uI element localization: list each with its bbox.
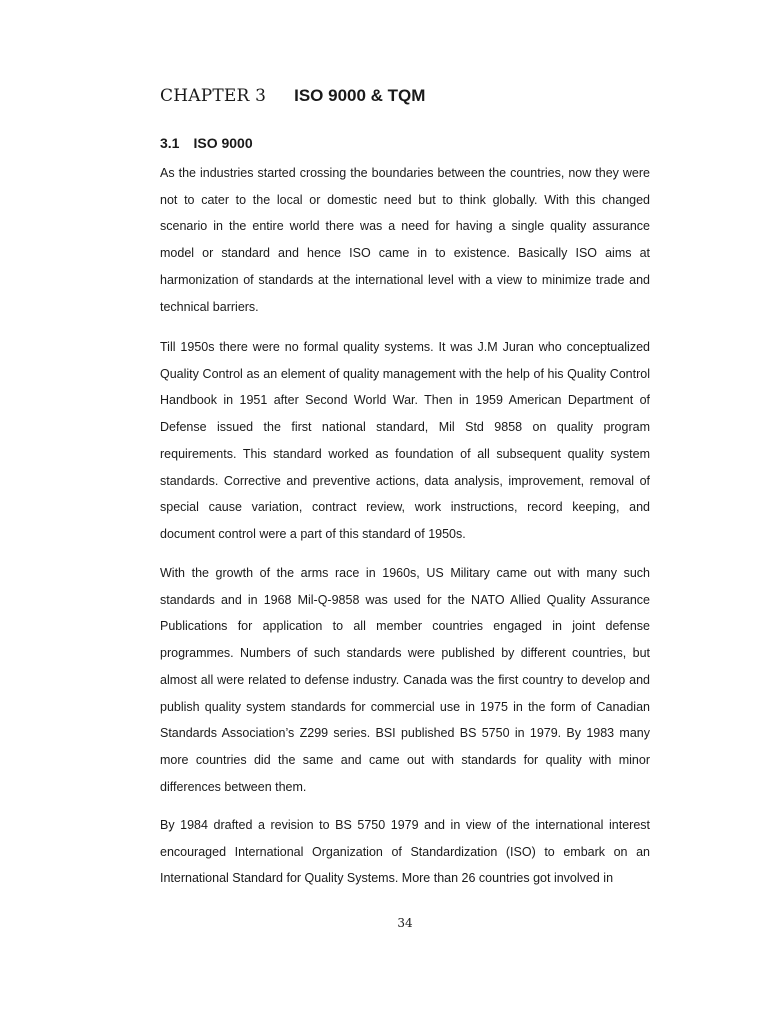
section-heading [160,135,650,151]
page-number: 34 [397,916,413,930]
body-paragraph: Till 1950s there were no formal quality systems. It was J.M Juran who conceptualized Quality Control as an element of quality management with the help of his Quality Control Handbook in 1951 after Second World War. Then in 1959 American Department of Defense issued the first national standard, Mil Std 9858 on quality program requirements. This standard worked as foundation of all subsequent quality system standards. Corrective and preventive actions, data analysis, improvement, removal of special cause variation, contract review, work instructions, record keeping, and document control were a part of this standard of 1950s. [160,340,650,541]
body-paragraph: With the growth of the arms race in 1960s, US Military came out with many such standards and in 1968 Mil-Q-9858 was used for the NATO Allied Quality Assurance Publications for application to all member countries engaged in joint defense programmes. Numbers of such standards were published by different countries, but almost all were related to defense industry. Canada was the first country to develop and publish quality system standards for commercial use in 1975 in the form of Canadian Standards Association’s Z299 series. BSI published BS 5750 in 1979. By 1983 many more countries did the same and came out with standards for quality with minor differences between them. [160,566,650,794]
section-title: ISO 9000 [193,135,253,151]
chapter-heading [160,86,650,114]
section-number: 3.1 [160,135,180,151]
chapter-title: ISO 9000 & TQM [294,86,426,105]
body-paragraph: As the industries started crossing the boundaries between the countries, now they were not to cater to the local or domestic need but to think globally. With this changed scenario in the entire world there was a need for having a single quality assurance model or standard and hence ISO came in to existence. Basically ISO aims at harmonization of standards at the international level with a view to minimize trade and technical barriers. [160,166,650,314]
document-page [160,0,650,1024]
chapter-label: CHAPTER 3 [160,86,267,106]
body-paragraph: By 1984 drafted a revision to BS 5750 1979 and in view of the international interest encouraged International Organization of Standardization (ISO) to embark on an International Standard for Quality Systems. More than 26 countries got involved in [160,818,650,886]
